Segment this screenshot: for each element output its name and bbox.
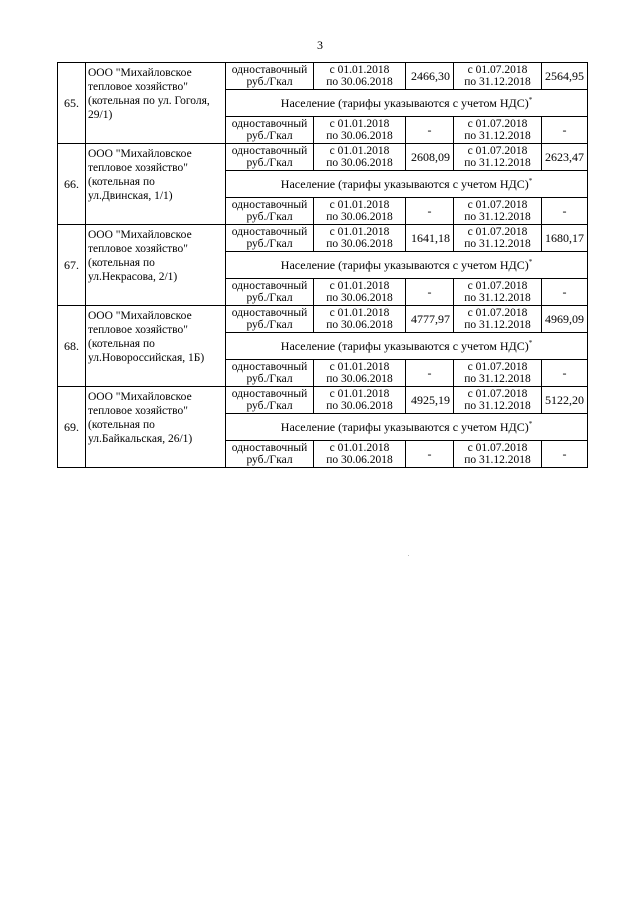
period-first-half bbox=[314, 306, 406, 333]
text-line: с 01.01.2018 bbox=[329, 145, 390, 157]
text-line: тепловое хозяйство" bbox=[88, 162, 188, 174]
text-line: с 01.07.2018 bbox=[467, 145, 528, 157]
text-line: тепловое хозяйство" bbox=[88, 324, 188, 336]
population-header bbox=[226, 90, 588, 117]
table-row bbox=[58, 144, 588, 171]
population-value-first-half: - bbox=[406, 198, 454, 225]
text-line: одноставочный bbox=[231, 307, 308, 319]
population-value-second-half: - bbox=[542, 279, 588, 306]
period-second-half bbox=[454, 225, 542, 252]
population-header bbox=[226, 252, 588, 279]
tariff-table bbox=[57, 62, 588, 468]
text-line: (котельная по bbox=[88, 176, 155, 188]
text-line: по 31.12.2018 bbox=[464, 130, 531, 142]
text-line: 29/1) bbox=[88, 109, 113, 121]
text-line: одноставочный bbox=[231, 388, 308, 400]
footnote-mark: * bbox=[528, 96, 533, 104]
text-line: с 01.07.2018 bbox=[467, 388, 528, 400]
population-header bbox=[226, 171, 588, 198]
text-line: ООО "Михайловское bbox=[88, 310, 192, 322]
page-number: 3 bbox=[317, 38, 323, 52]
text-line: ООО "Михайловское bbox=[88, 229, 192, 241]
text-line: ул.Байкальская, 26/1) bbox=[88, 433, 193, 445]
text-line: по 30.06.2018 bbox=[326, 373, 393, 385]
text-line: с 01.01.2018 bbox=[329, 280, 390, 292]
text-line: по 31.12.2018 bbox=[464, 454, 531, 466]
tariff-value-second-half: 2564,95 bbox=[542, 63, 588, 90]
text-line: с 01.01.2018 bbox=[329, 226, 390, 238]
text-line: ул.Двинская, 1/1) bbox=[88, 190, 173, 202]
text-line: одноставочный bbox=[231, 199, 308, 211]
text-line: (котельная по bbox=[88, 338, 155, 350]
text-line: по 31.12.2018 bbox=[464, 373, 531, 385]
text-line: по 30.06.2018 bbox=[326, 454, 393, 466]
tariff-unit bbox=[226, 63, 314, 90]
text-line: с 01.07.2018 bbox=[467, 199, 528, 211]
row-number: 65. bbox=[58, 63, 86, 144]
population-value-second-half: - bbox=[542, 441, 588, 468]
text-line: руб./Гкал bbox=[246, 454, 293, 466]
text-line: с 01.01.2018 bbox=[329, 64, 390, 76]
text-line: тепловое хозяйство" bbox=[88, 243, 188, 255]
period-first-half bbox=[314, 387, 406, 414]
population-header bbox=[226, 333, 588, 360]
text-line: одноставочный bbox=[231, 361, 308, 373]
period-first-half bbox=[314, 63, 406, 90]
text-line: (котельная по bbox=[88, 257, 155, 269]
tariff-unit bbox=[226, 117, 314, 144]
tariff-unit bbox=[226, 306, 314, 333]
tariff-value-first-half: 2466,30 bbox=[406, 63, 454, 90]
text-line: одноставочный bbox=[231, 280, 308, 292]
population-value-first-half: - bbox=[406, 441, 454, 468]
text-line: с 01.01.2018 bbox=[329, 199, 390, 211]
footnote-mark: * bbox=[528, 339, 533, 347]
row-number: 67. bbox=[58, 225, 86, 306]
text-line: одноставочный bbox=[231, 64, 308, 76]
population-label: Население (тарифы указываются с учетом НДС) bbox=[280, 177, 529, 191]
text-line: с 01.07.2018 bbox=[467, 226, 528, 238]
period-first-half bbox=[314, 279, 406, 306]
text-line: по 30.06.2018 bbox=[326, 238, 393, 250]
tariff-value-second-half: 4969,09 bbox=[542, 306, 588, 333]
organization-name bbox=[86, 387, 226, 468]
population-header bbox=[226, 414, 588, 441]
tariff-value-first-half: 1641,18 bbox=[406, 225, 454, 252]
tariff-value-first-half: 4925,19 bbox=[406, 387, 454, 414]
text-line: по 30.06.2018 bbox=[326, 211, 393, 223]
period-first-half bbox=[314, 441, 406, 468]
period-first-half bbox=[314, 144, 406, 171]
period-first-half bbox=[314, 360, 406, 387]
text-line: по 30.06.2018 bbox=[326, 292, 393, 304]
text-line: с 01.01.2018 bbox=[329, 361, 390, 373]
row-number: 66. bbox=[58, 144, 86, 225]
footnote-mark: * bbox=[528, 420, 533, 428]
tariff-unit bbox=[226, 225, 314, 252]
organization-name bbox=[86, 144, 226, 225]
text-line: руб./Гкал bbox=[246, 211, 293, 223]
text-line: с 01.01.2018 bbox=[329, 442, 390, 454]
text-line: (котельная по bbox=[88, 419, 155, 431]
period-second-half bbox=[454, 306, 542, 333]
population-label: Население (тарифы указываются с учетом НДС) bbox=[280, 96, 529, 110]
table-row bbox=[58, 306, 588, 333]
text-line: одноставочный bbox=[231, 118, 308, 130]
text-line: с 01.01.2018 bbox=[329, 388, 390, 400]
organization-name bbox=[86, 306, 226, 387]
text-line: по 31.12.2018 bbox=[464, 238, 531, 250]
population-label: Население (тарифы указываются с учетом НДС) bbox=[280, 420, 529, 434]
text-line: руб./Гкал bbox=[246, 130, 293, 142]
text-line: по 30.06.2018 bbox=[326, 319, 393, 331]
tariff-value-first-half: 2608,09 bbox=[406, 144, 454, 171]
population-value-first-half: - bbox=[406, 279, 454, 306]
period-second-half bbox=[454, 144, 542, 171]
row-number: 69. bbox=[58, 387, 86, 468]
population-value-second-half: - bbox=[542, 198, 588, 225]
population-label: Население (тарифы указываются с учетом НДС) bbox=[280, 258, 529, 272]
period-first-half bbox=[314, 198, 406, 225]
text-line: с 01.07.2018 bbox=[467, 361, 528, 373]
period-second-half bbox=[454, 198, 542, 225]
text-line: по 30.06.2018 bbox=[326, 157, 393, 169]
tariff-value-second-half: 5122,20 bbox=[542, 387, 588, 414]
table-row bbox=[58, 63, 588, 90]
row-number: 68. bbox=[58, 306, 86, 387]
scan-speck bbox=[408, 555, 409, 556]
text-line: по 31.12.2018 bbox=[464, 211, 531, 223]
text-line: по 31.12.2018 bbox=[464, 400, 531, 412]
text-line: с 01.07.2018 bbox=[467, 64, 528, 76]
text-line: по 31.12.2018 bbox=[464, 292, 531, 304]
tariff-value-first-half: 4777,97 bbox=[406, 306, 454, 333]
tariff-unit bbox=[226, 360, 314, 387]
text-line: с 01.07.2018 bbox=[467, 307, 528, 319]
table-row bbox=[58, 387, 588, 414]
text-line: по 31.12.2018 bbox=[464, 76, 531, 88]
text-line: по 30.06.2018 bbox=[326, 76, 393, 88]
footnote-mark: * bbox=[528, 177, 533, 185]
text-line: руб./Гкал bbox=[246, 292, 293, 304]
tariff-value-second-half: 2623,47 bbox=[542, 144, 588, 171]
tariff-unit bbox=[226, 441, 314, 468]
organization-name bbox=[86, 63, 226, 144]
population-label: Население (тарифы указываются с учетом НДС) bbox=[280, 339, 529, 353]
text-line: руб./Гкал bbox=[246, 373, 293, 385]
period-second-half bbox=[454, 63, 542, 90]
text-line: с 01.01.2018 bbox=[329, 118, 390, 130]
text-line: по 30.06.2018 bbox=[326, 400, 393, 412]
text-line: руб./Гкал bbox=[246, 238, 293, 250]
text-line: ООО "Михайловское bbox=[88, 391, 192, 403]
text-line: руб./Гкал bbox=[246, 319, 293, 331]
period-second-half bbox=[454, 360, 542, 387]
text-line: ул.Новороссийская, 1Б) bbox=[88, 352, 205, 364]
text-line: по 31.12.2018 bbox=[464, 157, 531, 169]
text-line: (котельная по ул. Гоголя, bbox=[88, 95, 210, 107]
text-line: по 31.12.2018 bbox=[464, 319, 531, 331]
footnote-mark: * bbox=[528, 258, 533, 266]
population-value-second-half: - bbox=[542, 117, 588, 144]
text-line: одноставочный bbox=[231, 226, 308, 238]
text-line: руб./Гкал bbox=[246, 76, 293, 88]
text-line: с 01.07.2018 bbox=[467, 280, 528, 292]
population-value-second-half: - bbox=[542, 360, 588, 387]
text-line: ООО "Михайловское bbox=[88, 67, 192, 79]
text-line: с 01.07.2018 bbox=[467, 118, 528, 130]
period-first-half bbox=[314, 225, 406, 252]
text-line: тепловое хозяйство" bbox=[88, 81, 188, 93]
text-line: ул.Некрасова, 2/1) bbox=[88, 271, 178, 283]
period-second-half bbox=[454, 117, 542, 144]
text-line: одноставочный bbox=[231, 442, 308, 454]
tariff-unit bbox=[226, 144, 314, 171]
text-line: с 01.07.2018 bbox=[467, 442, 528, 454]
text-line: тепловое хозяйство" bbox=[88, 405, 188, 417]
period-second-half bbox=[454, 441, 542, 468]
tariff-unit bbox=[226, 387, 314, 414]
population-value-first-half: - bbox=[406, 360, 454, 387]
table-row bbox=[58, 225, 588, 252]
text-line: с 01.01.2018 bbox=[329, 307, 390, 319]
tariff-value-second-half: 1680,17 bbox=[542, 225, 588, 252]
period-second-half bbox=[454, 279, 542, 306]
text-line: одноставочный bbox=[231, 145, 308, 157]
organization-name bbox=[86, 225, 226, 306]
text-line: ООО "Михайловское bbox=[88, 148, 192, 160]
tariff-unit bbox=[226, 198, 314, 225]
text-line: руб./Гкал bbox=[246, 157, 293, 169]
text-line: по 30.06.2018 bbox=[326, 130, 393, 142]
tariff-unit bbox=[226, 279, 314, 306]
text-line: руб./Гкал bbox=[246, 400, 293, 412]
period-second-half bbox=[454, 387, 542, 414]
period-first-half bbox=[314, 117, 406, 144]
population-value-first-half: - bbox=[406, 117, 454, 144]
